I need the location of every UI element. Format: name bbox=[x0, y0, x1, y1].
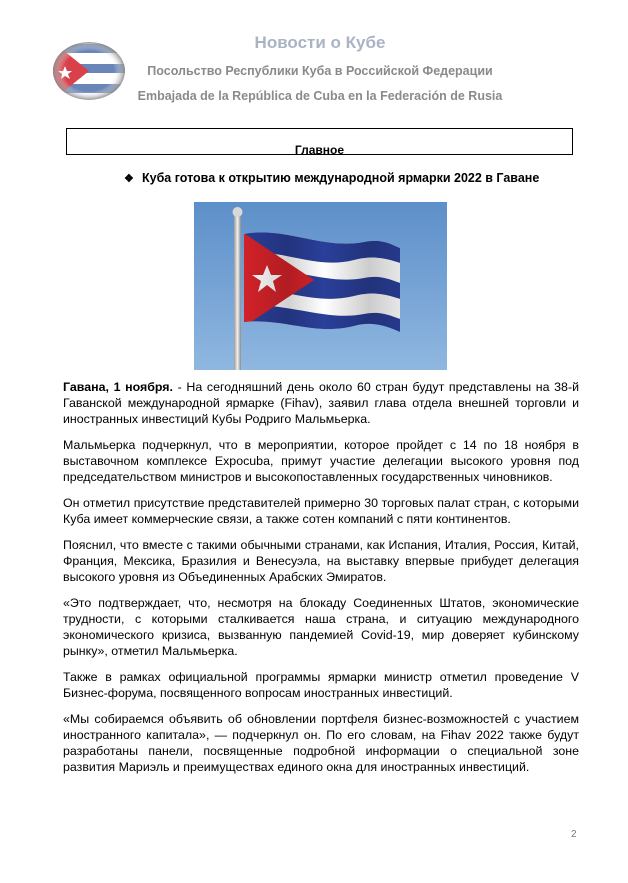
article-paragraph: Он отметил присутствие представителей примерно 30 торговых палат стран, с которыми Куба имеет коммерческие связи, а также сотен компаний с пяти континентов. bbox=[63, 496, 579, 526]
article-headline bbox=[124, 171, 539, 185]
diamond-bullet-icon: ❖ bbox=[124, 173, 134, 185]
header-subtitle-ru: Посольство Республики Куба в Российской Федерации bbox=[147, 64, 493, 78]
article-paragraph: «Это подтверждает, что, несмотря на блокаду Соединенных Штатов, экономические трудности, с которыми сталкивается наша страна, и ситуацию международного экономического кризиса, вызванную пандемией Covid-19, мир доверяет кубинскому рынку», отметил Мальмьерка. bbox=[63, 596, 579, 658]
header-title: Новости о Кубе bbox=[254, 33, 386, 52]
headline-text: Куба готова к открытию международной ярмарки 2022 в Гаване bbox=[142, 171, 540, 185]
article-paragraph: Мальмьерка подчеркнул, что в мероприятии, которое пройдет с 14 по 18 ноября в выставочном комплексе Expocuba, примут участие делегации высокого уровня под председательством министров и высокопоставленных государственных чиновников. bbox=[63, 438, 579, 484]
page-number: 2 bbox=[571, 829, 577, 840]
article-body bbox=[63, 379, 579, 785]
section-box bbox=[66, 128, 573, 155]
article-paragraph: Также в рамках официальной программы ярмарки министр отметил проведение V Бизнес-форума, посвященного вопросам иностранных инвестиций. bbox=[63, 670, 579, 700]
header-subtitle-es: Embajada de la República de Cuba en la Federación de Rusia bbox=[137, 89, 503, 103]
section-label: Главное bbox=[294, 143, 345, 157]
article-paragraph bbox=[63, 379, 579, 427]
cuban-flag-logo-icon bbox=[51, 40, 127, 102]
article-paragraph: Пояснил, что вместе с такими обычными странами, как Испания, Италия, Россия, Китай, Франция, Мексика, Бразилия и Венесуэла, на выставку впервые прибудет делегация высокого уровня из Объединенных Арабских Эмиратов. bbox=[63, 538, 579, 584]
article-paragraph: «Мы собираемся объявить об обновлении портфеля бизнес-возможностей с участием иностранного капитала», — подчеркнул он. По его словам, на Fihav 2022 также будут разработаны панели, посвященные подробной информации о специальной зоне развития Мариэль и преимуществах единого окна для иностранных инвестиций. bbox=[63, 712, 579, 774]
paragraph-text: - На сегодняшний день около 60 стран будут представлены на 38-й Гаванской международной ярмарке (Fihav), заявил глава отдела внешней торговли и иностранных инвестиций Кубы Родриго Мальмьерка. bbox=[63, 380, 579, 426]
cuban-flag-photo bbox=[194, 202, 447, 370]
dateline: Гавана, 1 ноября. bbox=[63, 380, 173, 394]
